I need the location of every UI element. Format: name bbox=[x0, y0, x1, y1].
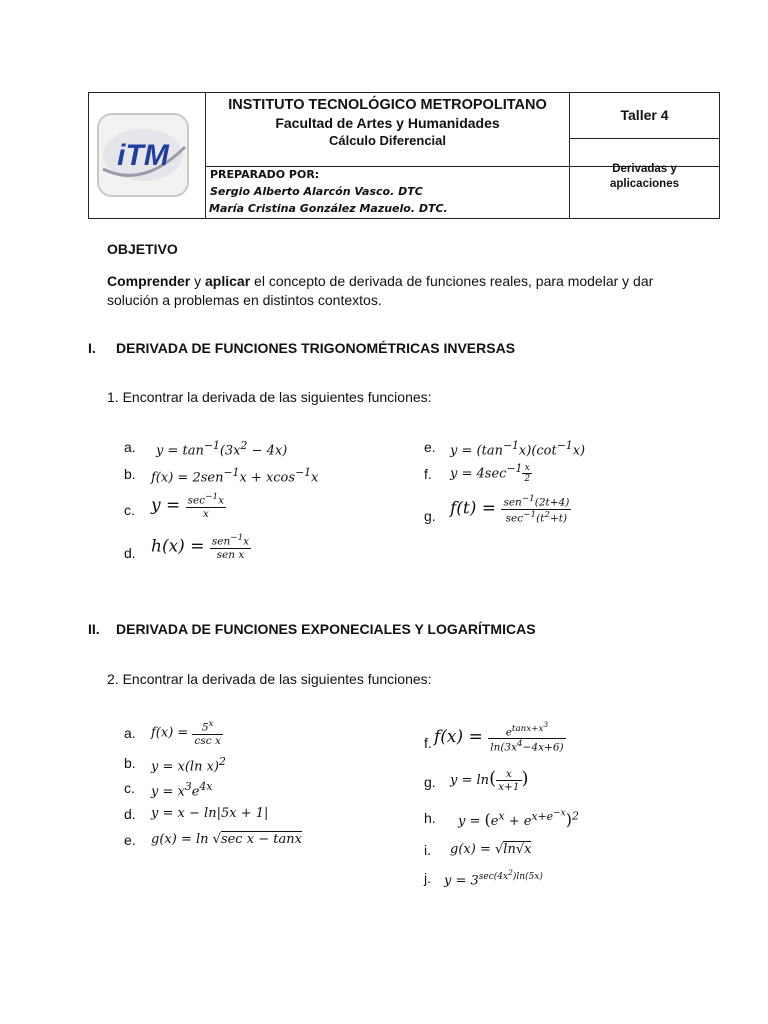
ex1-label-b: b. bbox=[124, 466, 136, 482]
ex2-label-f: f. bbox=[424, 735, 432, 751]
ex2-label-d: d. bbox=[124, 806, 136, 822]
objective-line-2: solución a problemas en distintos contextos. bbox=[107, 292, 382, 308]
ex2-label-g: g. bbox=[424, 774, 436, 790]
section-1-title: DERIVADA DE FUNCIONES TRIGONOMÉTRICAS INVERSAS bbox=[116, 340, 516, 356]
objective-heading: OBJETIVO bbox=[107, 241, 178, 257]
ex2-formula-g: y = ln( $\frac{x}{x+1}$ ) bbox=[450, 768, 529, 794]
author-1: Sergio Alberto Alarcón Vasco. DTC bbox=[210, 185, 423, 198]
ex1-label-e: e. bbox=[424, 439, 436, 455]
course-name: Cálculo Diferencial bbox=[328, 133, 447, 148]
ex1-formula-b: f(x) = 2sen$^{-1}$x + xcos$^{-1}$x bbox=[151, 466, 319, 486]
ex1-label-g: g. bbox=[424, 508, 436, 524]
ex2-formula-i: g(x) = √ln√x bbox=[450, 842, 532, 857]
ex1-formula-a: $y = \tan^{-1}(3x^2 - 4x)$ bbox=[156, 439, 288, 459]
institution-name: INSTITUTO TECNOLÓGICO METROPOLITANO bbox=[228, 97, 547, 113]
topic-line-1: Derivadas y bbox=[612, 163, 677, 175]
ex2-formula-c: $y = x^3e^{4x}$ bbox=[151, 780, 213, 800]
ex2-formula-e: g(x) = ln √sec x − tanx bbox=[151, 832, 302, 847]
section-1-numeral: I. bbox=[88, 340, 96, 356]
ex1-label-d: d. bbox=[124, 545, 136, 561]
header-table bbox=[88, 92, 720, 219]
ex1-formula-e: $y = (\tan^{-1}x)(\cot^{-1}x)$ bbox=[450, 439, 586, 459]
section-2-title: DERIVADA DE FUNCIONES EXPONECIALES Y LOGARÍTMICAS bbox=[116, 621, 536, 637]
ex1-formula-d: h(x) = $\frac{sen^{-1}x}{\text{sen x}}$ bbox=[151, 533, 250, 561]
ex2-label-b: b. bbox=[124, 755, 136, 771]
ex2-label-i: i. bbox=[424, 842, 431, 858]
section-1-instruction: 1. Encontrar la derivada de las siguientes funciones: bbox=[107, 389, 432, 405]
ex2-label-j: j. bbox=[424, 870, 431, 886]
workshop-title: Taller 4 bbox=[620, 107, 669, 123]
ex2-label-h: h. bbox=[424, 810, 436, 826]
topic-line-2: aplicaciones bbox=[609, 178, 680, 190]
prepared-by-label: PREPARADO POR: bbox=[210, 168, 320, 181]
ex2-label-e: e. bbox=[124, 832, 136, 848]
ex1-label-c: c. bbox=[124, 502, 135, 518]
objective-line-1: Comprender y aplicar el concepto de derivada de funciones reales, para modelar y dar bbox=[107, 273, 654, 289]
ex1-formula-c: y = $\frac{\sec^{-1}x}{x}$ bbox=[151, 492, 224, 520]
ex2-formula-d: y = x − ln|5x + 1| bbox=[151, 806, 269, 821]
ex2-formula-j: $y = 3^{sec(4x^2)ln(5x)}$ bbox=[444, 868, 543, 889]
ex2-label-a: a. bbox=[124, 725, 136, 741]
ex1-formula-g: f(t) = $\frac{sen^{-1}(2t+4)}{\sec^{-1}(t^2+t)}$ bbox=[450, 494, 570, 525]
author-2: María Cristina González Mazuelo. DTC. bbox=[209, 202, 448, 215]
ex2-formula-a: f(x) = $\frac{5^x}{\text{csc x}}$ bbox=[151, 719, 221, 747]
ex2-formula-b: y = x(ln x)$^2$ bbox=[151, 755, 226, 775]
ex1-label-f: f. bbox=[424, 466, 432, 482]
ex2-formula-f: f(x) = $\frac{e^{tanx+x^3}}{\ln(3x^4-4x+6)}$ bbox=[434, 720, 564, 754]
ex2-label-c: c. bbox=[124, 780, 135, 796]
itm-logo bbox=[95, 111, 191, 199]
faculty-name: Facultad de Artes y Humanidades bbox=[275, 115, 500, 131]
logo-text: iTM bbox=[117, 139, 169, 172]
section-2-instruction: 2. Encontrar la derivada de las siguientes funciones: bbox=[107, 671, 432, 687]
section-2-numeral: II. bbox=[88, 621, 100, 637]
ex1-formula-f: $y = 4\sec^{-1}$ $\frac{x}{2}$ bbox=[450, 462, 531, 485]
ex1-label-a: a. bbox=[124, 439, 136, 455]
ex2-formula-h: $y = (e^x + e^{x+e^{-x}})^2$ bbox=[458, 808, 579, 829]
